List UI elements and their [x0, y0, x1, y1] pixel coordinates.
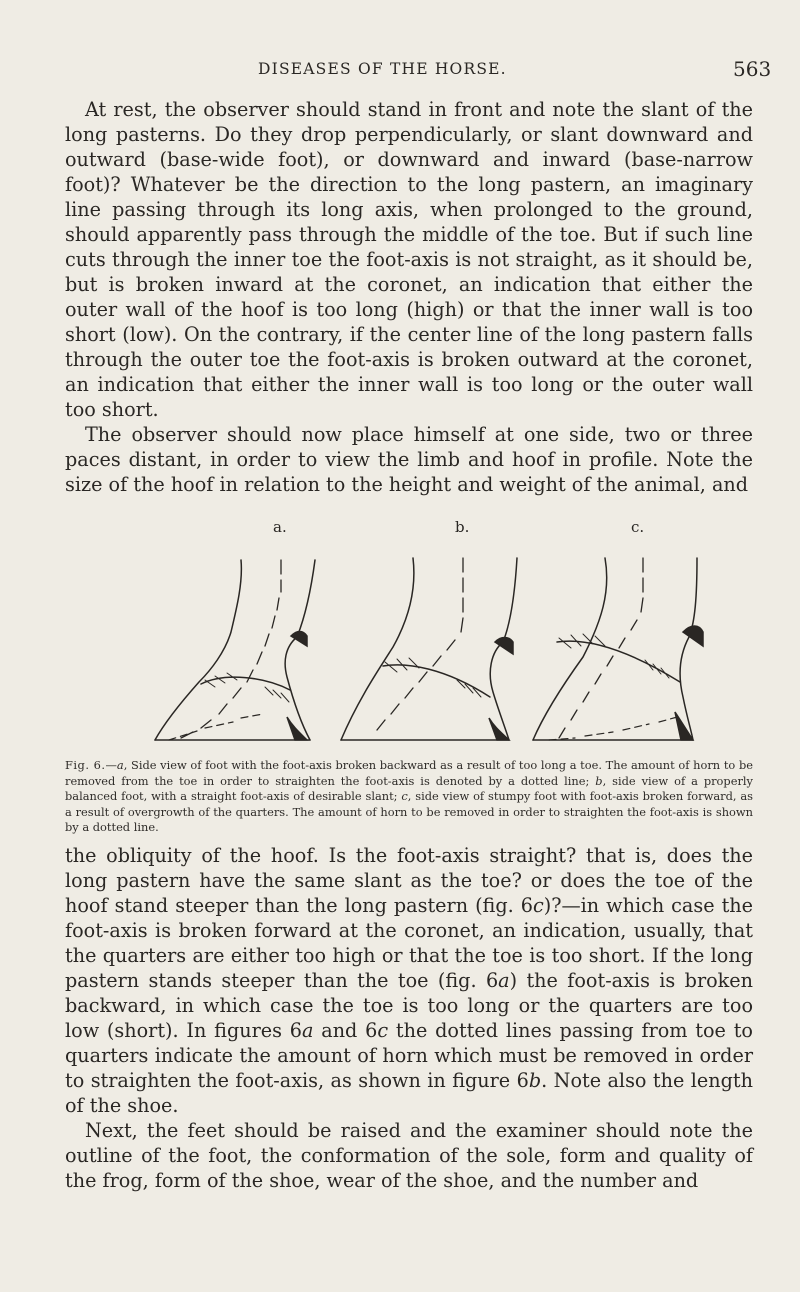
text-run: )?—in which case the foot-axis is broken forward at the coronet, an indication, usually, that the quarters are either too high or that the toe is too short. If the long pastern stands steeper than the toe (fig. 6 [65, 894, 753, 992]
paragraph [65, 843, 753, 1118]
caption-ref-b: b [595, 773, 603, 788]
figure-ref: a [498, 969, 510, 992]
page-number: 563 [733, 57, 772, 81]
text-run: the obliquity of the hoof. Is the foot-axis straight? that is, does the long pastern have the same slant as the toe? or does the toe of the hoof stand steeper than the long pastern (fig. 6 [65, 844, 753, 917]
paragraph: At rest, the observer should stand in front and note the slant of the long pasterns. Do they drop perpendicularly, or slant downward and outward (base-wide foot), or downward and inward (base-narrow foot)? Whatever be the direction to the long pastern, an imaginary line passing through its long axis, when prolonged to the ground, should apparently pass through the middle of the toe. But if such line cuts through the inner toe the foot-axis is not straight, as it should be, but is broken inward at the coronet, an indication that either the outer wall of the hoof is too long (high) or that the inner wall is too short (low). On the contrary, if the center line of the long pastern falls through the outer toe the foot-axis is broken outward at the coronet, an indication that either the inner wall is too long or the outer wall too short. [65, 98, 753, 421]
figure-6 [145, 512, 705, 752]
paragraph: The observer should now place himself at one side, two or three paces distant, in order to view the limb and hoof in profile. Note the size of the hoof in relation to the height and weight of the animal, and [65, 423, 753, 496]
caption-label: Fig. 6. [65, 758, 106, 772]
text-run: ) the foot-axis is broken backward, in which case the toe is too long or the quarters are too low (short). In figures 6 [65, 969, 754, 1042]
hoof-diagram-c [533, 558, 703, 740]
body-text-top [65, 97, 753, 497]
figure-ref: c [377, 1019, 389, 1042]
caption-text: , Side view of foot with the foot-axis broken backward as a result of too long a toe. The amount of horn to be removed from the toe in order to straighten the foot-axis is denoted by a dotted line; [65, 758, 753, 788]
body-text-bottom [65, 843, 753, 1193]
caption-text: , side view of a properly balanced foot, with a straight foot-axis of desirable slant; [65, 773, 753, 803]
figure-ref: a [302, 1019, 314, 1042]
running-head: DISEASES OF THE HORSE. [258, 60, 507, 78]
hoof-diagram-a [155, 560, 315, 740]
page-header [0, 57, 800, 84]
hoof-diagrams [145, 512, 705, 752]
figure-ref: b [528, 1069, 542, 1092]
text-run: the dotted lines passing from toe to quarters indicate the amount of horn which must be removed in order to straighten the foot-axis, as shown in figure 6 [65, 1019, 753, 1092]
caption-text: , side view of stumpy foot with foot-axis broken forward, as a result of overgrowth of the quarters. The amount of horn to be removed in order to straighten the foot-axis is shown by a dotted line. [65, 789, 753, 834]
paragraph: Next, the feet should be raised and the examiner should note the outline of the foot, the conformation of the sole, form and quality of the frog, form of the shoe, wear of the shoe, and the number and [65, 1119, 753, 1192]
text-run: and 6 [313, 1019, 378, 1042]
figure-label-a: a. [273, 518, 287, 536]
hoof-diagram-b [341, 558, 517, 740]
figure-label-c: c. [631, 518, 645, 536]
caption-ref-c: c [401, 789, 408, 803]
figure-caption [65, 758, 753, 836]
figure-label-b: b. [455, 518, 470, 536]
text-run: . Note also the length of the shoe. [65, 1069, 753, 1117]
caption-ref-a: a [116, 758, 124, 772]
caption-dash: — [105, 758, 117, 772]
figure-ref: c [532, 894, 544, 917]
